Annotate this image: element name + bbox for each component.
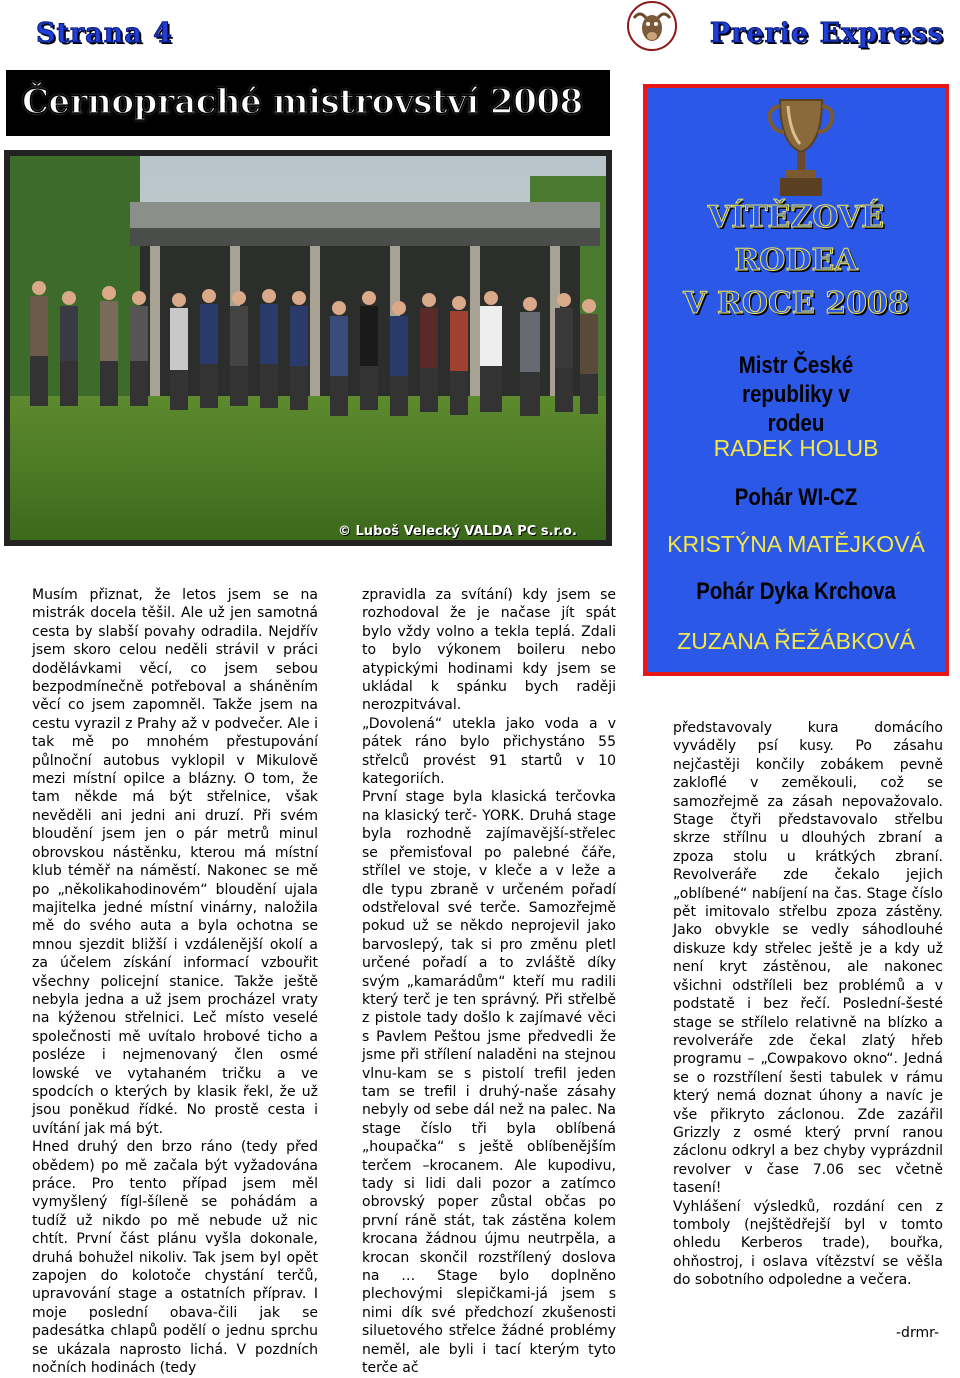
category-2: Pohár WI-CZ bbox=[734, 484, 858, 511]
category-1: Mistr České republiky v rodeu bbox=[738, 352, 854, 437]
photo-credit: © Luboš Velecký VALDA PC s.r.o. bbox=[338, 524, 577, 539]
group-photo-icon bbox=[10, 156, 606, 540]
text-column-3 bbox=[673, 719, 943, 1290]
paragraph: Musím přiznat, že letos jsem se na mistrák docela těšil. Ale už jen samotná cesta by slabší povahy odradila. Nejdřív jsem skoro celou neděli strávil v práci dodělávkami věcí, co jsem sebou bezpodmínečně potřeboval a sháněním věcí co jsem zapomněl. Takže jsem na cestu vyrazil z Prahy až v podvečer. Ale i tak mě po mnohém přestupování půlnoční autobus vyklopil v Mikulově mezi místní opilce a blázny. O tom, že tam někde má být střelnice, však nevěděli ani jedni ani druzí. Při svém bloudění jsem jen o pár metrů minul obrovskou nástěnku, kterou má místní klub téměř na náměstí. Nakonec se mě po „několikahodinovém“ bloudění ujala majitelka jedné místní vinárny, naložila mě do svého auta a byla ochotna se mnou sjezdit bližší i vzdálenější okolí a za účelem získání informací vzbouřit všechny policejní stanice. Takže ještě nebyla jedna a už jsem procházel vraty na kýženou střelnici. Leč místo veselé společnosti mě uvítalo hrobové ticho a posléze i nejmenovaný člen osmé lowské ve vytahaném tričku a ve spodcích o kterých by klasik řekl, že už jsou poněkud řídké. No prostě cesta i uvítání jak má být. bbox=[32, 587, 318, 1137]
page-label: Strana 4 bbox=[36, 18, 174, 49]
text-column-2 bbox=[362, 586, 616, 1377]
winners-title-line1: VÍTĚZOVÉ bbox=[707, 200, 885, 235]
author-signature: -drmr- bbox=[896, 1325, 939, 1341]
trophy-icon bbox=[766, 92, 836, 202]
paragraph: zpravidla za svítání) kdy jsem se rozhodoval že je načase jít spát bylo vždy volno a tekla teplá. Zdali to bylo výkonem boileru nebo atypickými hodinami kdy jsem se ukládal k spánku bych raději nerozpitvával. bbox=[362, 587, 616, 714]
paragraph: Hned druhý den brzo ráno (tedy před obědem) po mě začala být vyžadována práce. Pro tento případ jsem měl vymyšlený fígl-šíleně se pohádám a tudíž už nikdo po mě nebude už nic chtít. První část plánu vyšla dokonale, druhá bohužel nikoliv. Tak jsem byl opět zapojen do kolotoče chystání terčů, upravování stage a ostatních příprav. I moje poslední obava-čili jak se padesátka chlapů podělí o jednu sprchu se ukázala naprosto lichá. V pozdních nočních hodinách (tedy bbox=[32, 1139, 318, 1377]
winners-title-line2: RODEA bbox=[734, 243, 858, 278]
paragraph: představovaly kura domácího vyváděly psí kusy. Po zásahu nejčastěji končily zobákem pevně zakloflé v zeměkouli, což se samozřejmě za zásah nepovažovalo. Stage čtyři představovalo střelbu skrze střílnu u dlouhých zbraní a zpoza stolu u krátkých zbraní. Revolveráře zde čekalo jejich „oblíbené“ nabíjení na čas. Stage číslo pět imitovalo střelbu zpoza zástěny. Jako obvykle se vedly sáhodlouhé diskuze kdy střelec ještě je a kdy už není kryt zástěnou, ale nakonec všichni odstříleli bez problémů a v podstatě i bez řečí. Poslední-šesté stage se střílelo relativně na blízko a revolveráře zde čekal zlatý hřeb programu – „Cowpakovo okno“. Jedná se o rozstřílení šesti tabulek v rámu který nemá doznat úhony a navíc je vše přikryto záclonou. Zde zazářil Grizzly z osmé který první ranou záclonu odkryl a bez chyby vyprázdnil revolver v čase 7.06 sec včetně tasení! bbox=[673, 720, 943, 1197]
winner-3: ZUZANA ŘEŽÁBKOVÁ bbox=[677, 628, 915, 654]
magazine-title: Prerie Express bbox=[709, 18, 944, 49]
paragraph: Vyhlášení výsledků, rozdání cen z tomboly (nejštědřejší byl v tomto ohledu Kerberos trade), bouřka, ohňostroj, i oslava vítězství se věšla do sobotního odpoledne a večera. bbox=[673, 1198, 943, 1289]
winner-2: KRISTÝNA MATĚJKOVÁ bbox=[667, 531, 925, 557]
winners-title-line3: V ROCE 2008 bbox=[683, 286, 909, 321]
winner-1: RADEK HOLUB bbox=[713, 435, 879, 461]
paragraph: První stage byla klasická terčovka na klasický terč- YORK. Druhá stage byla rozhodně zajímavější-střelec se přemisťoval po palebné čáře, střílel ve stoje, v kleče a v leže a dle typu zbraně v určeném pořadí odstřeloval své terče. Samozřejmě pokud už se někdo neprojevil jako barvoslepý, tak si pro změnu pletl určené pořadí a to zvláště díky svým „kamarádům“ kteří mu radili který terč je ten správný. Při střelbě z pistole tady došlo k zajímavé věci s Pavlem Peštou jsme předvedli že jsme při střílení naladěni na stejnou vlnu-kam se s pistolí trefil jeden tam se trefil i druhý-naše zásahy nebyly od sebe dál než na palec. Na stage číslo tři byla oblíbená „houpačka“ s ještě oblíbenějším terčem –krocanem. Ale kupodivu, tady si lidi dali pozor a zatímco obrovský poper zůstal občas po první ráně stát, tak zástěna kolem krocana žádnou újmu neutrpěla, a krocan skončil rozstřílený doslova na … Stage bylo doplněno plechovými slepičkami-já jsem s nimi dík své předchozí zkušenosti siluetového střelce žádné problémy neměl, ale byli i tací kterým tyto terče ač bbox=[362, 789, 616, 1377]
article-title: Černopraché mistrovství 2008 bbox=[22, 82, 583, 122]
bull-skull-logo-icon bbox=[626, 0, 678, 52]
paragraph: „Dovolená“ utekla jako voda a v pátek ráno bylo přichystáno 55 střelců provést 91 startů v 10 kategoriích. bbox=[362, 715, 616, 788]
category-3: Pohár Dyka Krchova bbox=[696, 578, 896, 605]
text-column-1 bbox=[32, 586, 318, 1377]
